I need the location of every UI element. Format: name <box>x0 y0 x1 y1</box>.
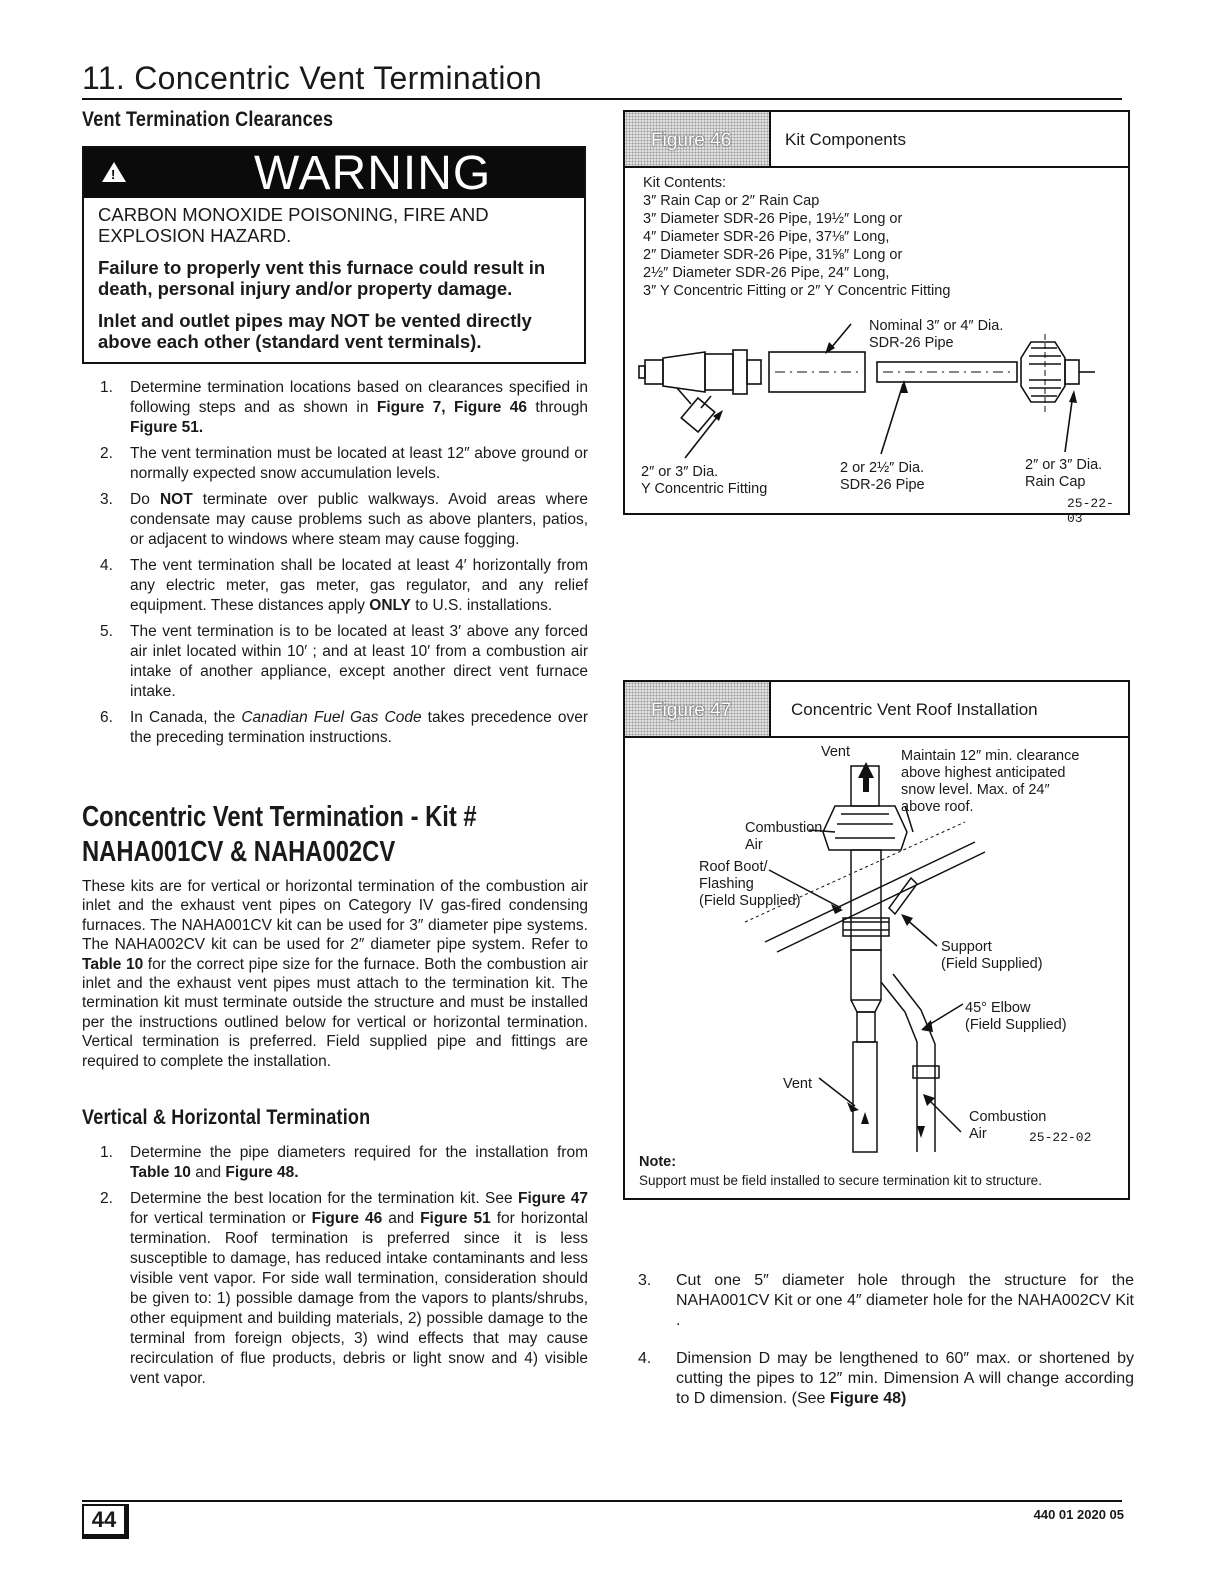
page-number: 44 <box>82 1504 129 1539</box>
figure-47-label-box: Figure 47 <box>625 682 771 738</box>
callout-nominal-line2: SDR-26 Pipe <box>869 335 954 351</box>
label-vent-bottom: Vent <box>783 1076 813 1092</box>
figure-47-code: 25-22-02 <box>1029 1130 1092 1145</box>
kit-contents: Kit Contents: 3″ Rain Cap or 2″ Rain Cap 3″ Diameter SDR-26 Pipe, 19½″ Long or 4″ Diameter SDR-26 Pipe, 37⅛″ Long, 2″ Diameter SDR-26 Pipe, 31⅝″ Long or 2½″ Diameter SDR-26 Pipe, 24″ Long, 3″ Y Concentric Fitting or 2″ Y Concentric Fitting <box>643 175 951 299</box>
arrowhead <box>1069 390 1077 403</box>
list-item: 1. Determine the pipe diameters required for the installation from Table 10 and Figure 48. <box>100 1144 588 1181</box>
figure-47 <box>623 680 1130 1200</box>
list-item: 3. Cut one 5″ diameter hole through the structure for the NAHA001CV Kit or one 4″ diameter hole for the NAHA002CV Kit . <box>638 1272 1134 1329</box>
termination-steps <box>82 1143 588 1395</box>
callout-pipe-line2: SDR-26 Pipe <box>840 477 925 493</box>
warning-word: WARNING <box>254 147 492 200</box>
label-roof-boot-2: Flashing <box>699 876 754 892</box>
maintain-line3: snow level. Max. of 24″ <box>901 782 1050 798</box>
list-item: 1. Determine termination locations based on clearances specified in following steps and as shown in Figure 7, Figure 46 through Figure 51. <box>100 379 588 436</box>
vent-pipe-bottom <box>853 1042 877 1152</box>
note-heading: Note: <box>639 1154 677 1170</box>
label-combustion-air-bottom-1: Combustion <box>969 1109 1047 1125</box>
label-support-1: Support <box>941 939 992 955</box>
label-elbow-1: 45° Elbow <box>965 1000 1031 1016</box>
section-heading-vertical-horizontal: Vertical & Horizontal Termination <box>82 1106 371 1129</box>
label-combustion-air-top-2: Air <box>745 837 763 853</box>
callout-y-fitting-line1: 2″ or 3″ Dia. <box>641 464 719 480</box>
callout-y-fitting-line2: Y Concentric Fitting <box>641 481 768 497</box>
y-fitting-body <box>663 352 705 392</box>
clearance-steps <box>82 378 588 754</box>
kit-section-heading: Concentric Vent Termination - Kit # NAHA001CV & NAHA002CV <box>82 801 477 868</box>
callout-pipe-line1: 2 or 2½″ Dia. <box>840 460 925 476</box>
right-steps <box>638 1271 1134 1415</box>
list-item: 2. The vent termination must be located at least 12″ above ground or normally expected snow accumulation levels. <box>100 445 588 482</box>
warning-consequence: Failure to properly vent this furnace could result in death, personal injury and/or property damage. <box>98 257 546 299</box>
label-combustion-air-bottom-2: Air <box>969 1126 987 1142</box>
vent-up-arrow-icon <box>858 762 874 778</box>
warning-box <box>82 146 586 364</box>
list-item: 3. Do NOT terminate over public walkways. Avoid areas where condensate may cause problems such as above planters, patios, or adjacent to windows where steam may cause fogging. <box>100 491 588 548</box>
airflow-down-arrow-icon <box>917 1126 925 1138</box>
arrowhead <box>921 1020 933 1032</box>
label-support-2: (Field Supplied) <box>941 956 1043 972</box>
warning-hazard: CARBON MONOXIDE POISONING, FIRE AND EXPLOSION HAZARD. <box>98 204 489 246</box>
roof-line <box>765 842 975 942</box>
callout-rain-cap-line2: Rain Cap <box>1025 474 1086 490</box>
list-item: 5. The vent termination is to be located at least 3′ above any forced air inlet located within 10′ ; and at least 10′ from a combustion air intake of another appliance, except another direct vent furnace intake. <box>100 623 588 700</box>
label-roof-boot-1: Roof Boot/ <box>699 859 768 875</box>
footer-rule <box>82 1500 1122 1502</box>
figure-46-code: 25-22-03 <box>1067 496 1114 526</box>
roof-boot <box>843 918 889 936</box>
callout-rain-cap-line1: 2″ or 3″ Dia. <box>1025 457 1103 473</box>
section-heading-clearances: Vent Termination Clearances <box>82 108 334 131</box>
warning-triangle-icon: ! <box>102 162 126 182</box>
y-fitting-end <box>645 360 663 384</box>
figure-47-title: Concentric Vent Roof Installation <box>791 700 1038 719</box>
document-number: 440 01 2020 05 <box>1033 1507 1124 1522</box>
list-item: 4. The vent termination shall be located at least 4′ horizontally from any electric meter, gas meter, gas regulator, and any relief equipment. These distances apply ONLY to U.S. installations. <box>100 557 588 614</box>
figure-46-title: Kit Components <box>785 130 906 149</box>
kit-components-diagram <box>625 112 1128 513</box>
list-item: 2. Determine the best location for the termination kit. See Figure 47 for vertical termination or Figure 46 and Figure 51 for horizontal termination. Roof termination is preferred since it is less susceptible to damage, has reduced intake contaminants and less visible vent vapor. For side wall termination, consideration should be given to: 1) possible damage from the vapors to plants/shrubs, other equipment and building materials, 2) possible damage to the terminal from foreign objects, 3) wind effects that may cause recirculation of flue products, debris or light snow and 4) visible vent vapor. <box>100 1190 588 1387</box>
label-vent-top: Vent <box>821 744 851 760</box>
list-item: 6. In Canada, the Canadian Fuel Gas Code takes precedence over the preceding termination instructions. <box>100 709 589 746</box>
rain-cap <box>823 806 907 850</box>
figure-46 <box>623 110 1130 526</box>
maintain-line1: Maintain 12″ min. clearance <box>901 748 1080 764</box>
warning-inlet-outlet: Inlet and outlet pipes may NOT be vented directly above each other (standard vent terminals). <box>98 310 532 352</box>
note-text: Support must be field installed to secure termination kit to structure. <box>639 1173 1042 1188</box>
maintain-line2: above highest anticipated <box>901 765 1066 781</box>
elbow-branch <box>881 982 917 1152</box>
kit-description: These kits are for vertical or horizontal termination of the combustion air inlet and the exhaust vent pipes on Category IV gas-fired condensing furnaces. The NAHA001CV kit can be used for 3″ diameter pipe systems. The NAHA002CV kit can be used for 2″ diameter pipe system. Refer to Table 10 for the correct pipe size for the furnace. Both the combustion air inlet and the exhaust vent pipes must attach to the termination kit. The termination kit must terminate outside the structure and must be installed per the instructions outlined below for vertical or horizontal termination. Vertical termination is preferred. Field supplied pipe and fittings are required to complete the installation. <box>82 878 588 1070</box>
list-item: 4. Dimension D may be lengthened to 60″ max. or shortened by cutting the pipes to 12″ min. Dimension A will change according to D dimension. (See Figure 48) <box>638 1350 1134 1407</box>
label-elbow-2: (Field Supplied) <box>965 1017 1067 1033</box>
figure-46-label-box: Figure 46 <box>625 112 771 168</box>
rain-cap <box>1021 342 1065 402</box>
maintain-line4: above roof. <box>901 799 974 815</box>
label-combustion-air-top-1: Combustion <box>745 820 823 836</box>
page-title: 11. Concentric Vent Termination <box>82 60 1122 100</box>
callout-nominal-line1: Nominal 3″ or 4″ Dia. <box>869 318 1004 334</box>
airflow-up-arrow-icon <box>861 1112 869 1124</box>
concentric-pipe <box>851 850 881 950</box>
label-roof-boot-3: (Field Supplied) <box>699 893 801 909</box>
warning-banner <box>84 148 584 198</box>
